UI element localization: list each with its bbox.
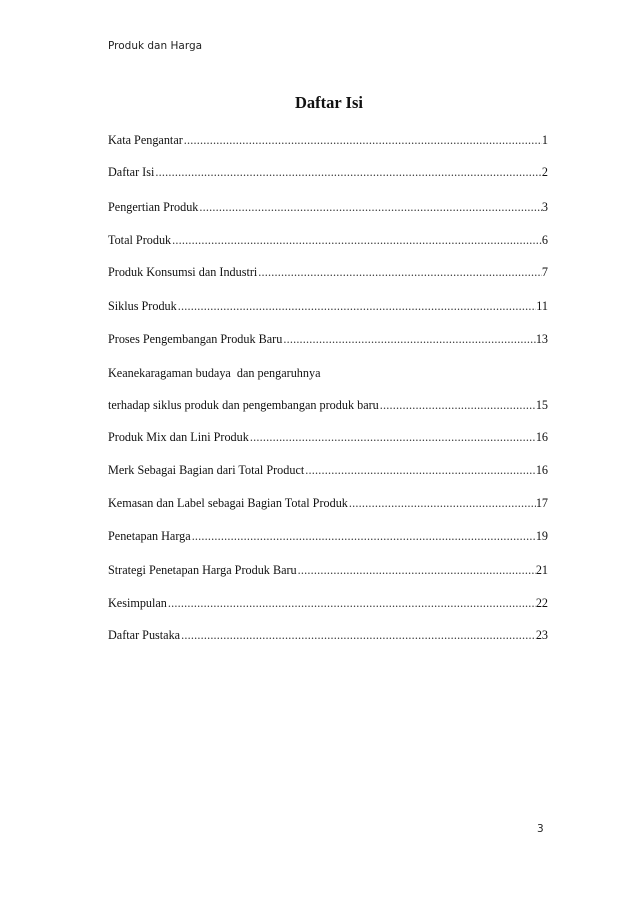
toc-dot-leader xyxy=(298,562,536,578)
toc-entry xyxy=(108,365,548,381)
toc-entry-page: 2 xyxy=(541,165,548,179)
running-header: Produk dan Harga xyxy=(108,40,203,52)
toc-entry-page: 19 xyxy=(535,529,548,543)
toc-entry xyxy=(108,627,548,643)
toc-entry-text: Total Produk xyxy=(108,233,172,247)
toc-dot-leader xyxy=(305,462,536,478)
toc-entry xyxy=(108,331,548,347)
page-number: 3 xyxy=(537,823,544,835)
toc-entry-page: 17 xyxy=(535,496,548,510)
toc-entry xyxy=(108,595,548,611)
toc-entry xyxy=(108,132,548,148)
toc-entry-page: 22 xyxy=(535,596,548,610)
toc-entry-page: 7 xyxy=(541,265,548,279)
toc-entry-text: Produk Mix dan Lini Produk xyxy=(108,430,249,444)
toc-dot-leader xyxy=(199,199,542,215)
toc-entry-page: 16 xyxy=(535,463,548,477)
toc-entry-text: Daftar Isi xyxy=(108,165,155,179)
toc-dot-leader xyxy=(155,164,542,180)
toc-entry-page: 15 xyxy=(535,398,548,412)
toc-entry-page: 11 xyxy=(536,299,548,313)
toc-entry-page: 1 xyxy=(541,133,548,147)
toc-entry-text: Proses Pengembangan Produk Baru xyxy=(108,332,283,346)
toc-entry-text: Kata Pengantar xyxy=(108,133,183,147)
toc-dot-leader xyxy=(380,397,536,413)
toc-entry xyxy=(108,232,548,248)
toc-entry-text: Daftar Pustaka xyxy=(108,628,181,642)
toc-entry-page: 21 xyxy=(535,563,548,577)
toc-entry-text: Keanekaragaman budaya dan pengaruhnya xyxy=(108,366,321,380)
toc-entry-text: terhadap siklus produk dan pengembangan produk baru xyxy=(108,398,379,412)
toc-dot-leader xyxy=(168,595,536,611)
toc-entry-page: 6 xyxy=(541,233,548,247)
toc-entry xyxy=(108,495,548,511)
toc-entry-text: Penetapan Harga xyxy=(108,529,191,543)
toc-dot-leader xyxy=(192,528,536,544)
toc-title: Daftar Isi xyxy=(295,93,363,112)
toc-entry xyxy=(108,562,548,578)
toc-entry-text: Merk Sebagai Bagian dari Total Product xyxy=(108,463,305,477)
toc-entry-page: 13 xyxy=(535,332,548,346)
toc-entry-text: Kesimpulan xyxy=(108,596,167,610)
toc-entry-page: 23 xyxy=(535,628,548,642)
toc-entry-text: Produk Konsumsi dan Industri xyxy=(108,265,258,279)
toc-dot-leader xyxy=(181,627,536,643)
toc-dot-leader xyxy=(250,429,536,445)
toc-entry-text: Strategi Penetapan Harga Produk Baru xyxy=(108,563,297,577)
toc-entry xyxy=(108,199,548,215)
toc-dot-leader xyxy=(178,298,537,314)
toc-entry xyxy=(108,462,548,478)
toc-entry xyxy=(108,164,548,180)
toc-entry xyxy=(108,264,548,280)
toc-entry xyxy=(108,528,548,544)
toc-entry xyxy=(108,429,548,445)
toc-dot-leader xyxy=(349,495,536,511)
toc-entry-text: Kemasan dan Label sebagai Bagian Total Produk xyxy=(108,496,348,510)
toc-entry-page: 3 xyxy=(541,200,548,214)
toc-entry-page: 16 xyxy=(535,430,548,444)
toc-entry-text: Siklus Produk xyxy=(108,299,177,313)
toc-entry xyxy=(108,397,548,413)
toc-dot-leader xyxy=(258,264,542,280)
toc-dot-leader xyxy=(283,331,535,347)
toc-dot-leader xyxy=(172,232,542,248)
toc-dot-leader xyxy=(184,132,542,148)
toc-entry xyxy=(108,298,548,314)
toc-entry-text: Pengertian Produk xyxy=(108,200,199,214)
